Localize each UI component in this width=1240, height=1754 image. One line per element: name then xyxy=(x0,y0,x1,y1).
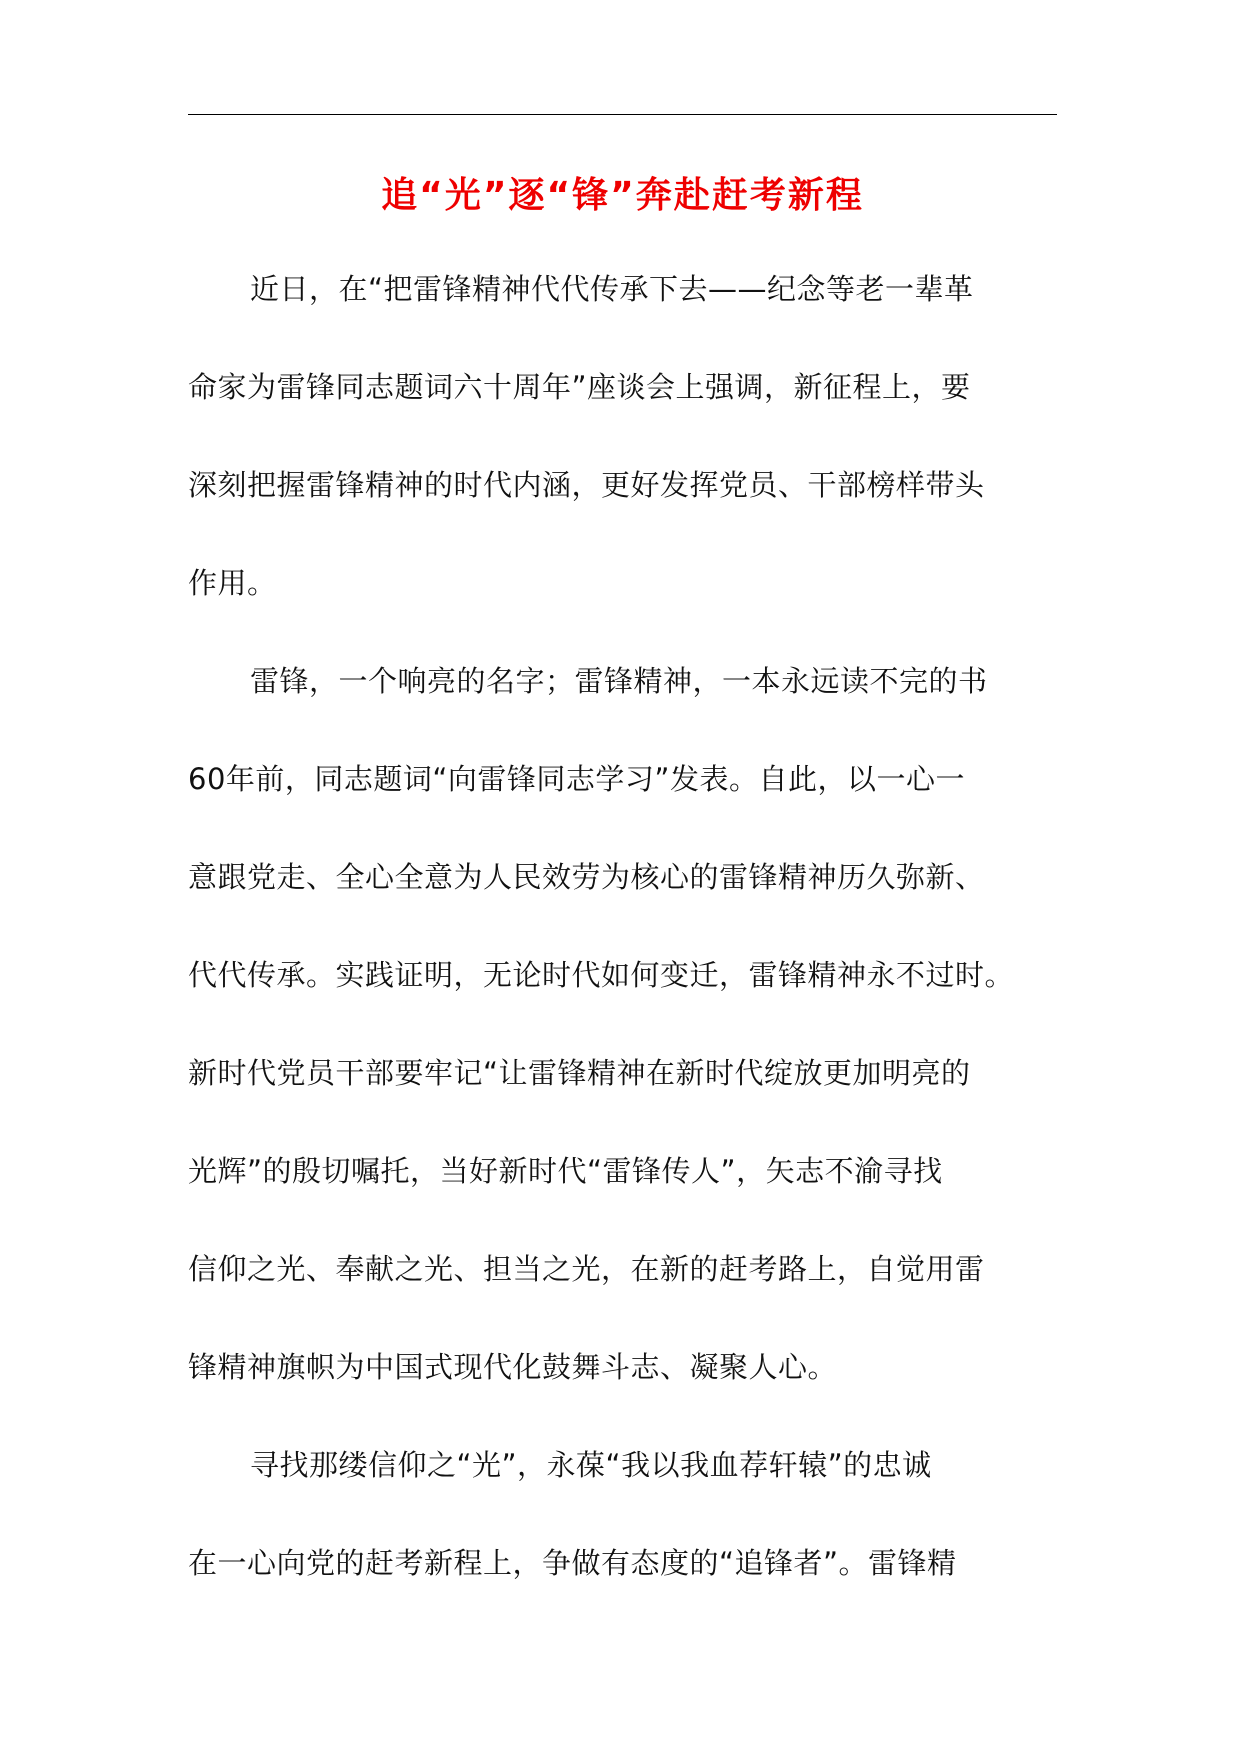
text-line: 意跟党走、全心全意为人民效劳为核心的雷锋精神历久弥新、 xyxy=(188,860,985,894)
text-line: 新时代党员干部要牢记“让雷锋精神在新时代绽放更加明亮的 xyxy=(188,1056,971,1090)
text-line: 光辉”的殷切嘱托，当好新时代“雷锋传人”，矢志不渝寻找 xyxy=(188,1154,943,1188)
text-line: 代代传承。实践证明，无论时代如何变迁，雷锋精神永不过时。 xyxy=(188,958,1015,992)
text-line: 近日，在“把雷锋精神代代传承下去——纪念等老一辈革 xyxy=(250,272,974,306)
article-body xyxy=(188,240,1057,1612)
text-line: 雷锋，一个响亮的名字；雷锋精神，一本永远读不完的书 xyxy=(250,664,988,698)
text-line: 深刻把握雷锋精神的时代内涵，更好发挥党员、干部榜样带头 xyxy=(188,468,985,502)
text-line: 寻找那缕信仰之“光”，永葆“我以我血荐轩辕”的忠诚 xyxy=(250,1448,932,1482)
page-title: 追“光”逐“锋”奔赴赶考新程 xyxy=(381,175,864,216)
text-line: 命家为雷锋同志题词六十周年”座谈会上强调，新征程上，要 xyxy=(188,370,971,404)
header-divider xyxy=(188,114,1057,115)
text-line: 在一心向党的赶考新程上，争做有态度的“追锋者”。雷锋精 xyxy=(188,1546,957,1580)
text-line: 作用。 xyxy=(188,566,277,600)
text-line: 信仰之光、奉献之光、担当之光，在新的赶考路上，自觉用雷 xyxy=(188,1252,985,1286)
text-line: 60年前，同志题词“向雷锋同志学习”发表。自此，以一心一 xyxy=(188,762,965,796)
text-line: 锋精神旗帜为中国式现代化鼓舞斗志、凝聚人心。 xyxy=(188,1350,838,1384)
